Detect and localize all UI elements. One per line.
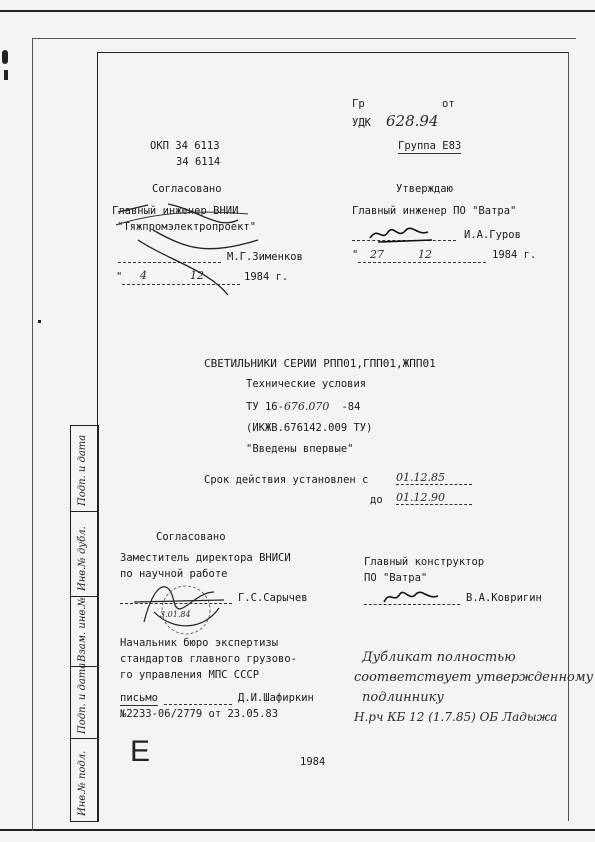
top-border-line xyxy=(0,10,595,12)
approved-year: 1984 г. xyxy=(492,249,537,261)
side-cell-sign-date-2: Подп. и дата xyxy=(77,662,88,734)
udk-value: 628.94 xyxy=(386,112,439,130)
letter-name: Д.И.Шафиркин xyxy=(238,692,314,704)
okp-code: ОКП 34 6113 xyxy=(150,140,220,152)
until-label: до xyxy=(370,494,383,506)
agreed-left-position: Главный инженер ВНИИ xyxy=(112,205,239,217)
agreed-bottom-date: 3.01.84 xyxy=(160,610,191,619)
letter-line xyxy=(164,704,232,705)
document-subtitle: Технические условия xyxy=(246,378,367,390)
approved-name: И.А.Гуров xyxy=(464,229,521,241)
date-line xyxy=(358,262,486,263)
scan-mark xyxy=(4,70,8,80)
designer-org: ПО "Ватра" xyxy=(364,572,428,584)
duplicate-note-3: подлиннику xyxy=(362,690,444,705)
agreed-left-name: М.Г.Зименков xyxy=(227,251,303,263)
duplicate-note-2: соответствует утвержденному xyxy=(354,670,594,685)
agreed-bottom-title: Согласовано xyxy=(156,531,226,543)
group-from: от xyxy=(442,98,455,110)
agreed-bottom-position-3: Начальник бюро экспертизы xyxy=(120,637,279,649)
validity-from: 01.12.85 xyxy=(396,471,472,485)
designer-position: Главный конструктор xyxy=(364,556,485,568)
tu-suffix: -84 xyxy=(341,401,361,413)
agreed-left-title: Согласовано xyxy=(152,183,222,195)
tu-number-hand: 676.070 xyxy=(283,400,330,413)
side-cell-sign-date: Подп. и дата xyxy=(77,434,88,506)
document-letter: Е xyxy=(130,735,151,768)
agreed-left-month: 12 xyxy=(190,269,204,282)
side-cell-dup-inv: Инв.№ дубл. xyxy=(77,526,88,591)
tu-prefix: ТУ 16- xyxy=(246,401,284,413)
scan-mark xyxy=(38,320,41,323)
agreed-bottom-position-2: по научной работе xyxy=(120,568,228,580)
signature-stamp-left xyxy=(108,200,268,300)
letter-reference: №2233-06/2779 от 23.05.83 xyxy=(120,708,279,720)
duplicate-note-4: Н.рч КБ 12 (1.7.85) ОБ Ладыжа xyxy=(354,710,558,724)
validity-to: 01.12.90 xyxy=(396,491,472,505)
signature-right xyxy=(368,222,438,246)
agreed-left-org: "Тяжпромэлектропроект" xyxy=(117,221,257,233)
introduced-note: "Введены впервые" xyxy=(246,443,354,455)
designer-name: В.А.Ковригин xyxy=(466,592,542,604)
approved-title: Утверждаю xyxy=(396,183,453,195)
agreed-bottom-name: Г.С.Сарычев xyxy=(238,592,308,604)
designer-signature xyxy=(382,588,442,608)
agreed-left-day: 4 xyxy=(140,269,147,282)
side-cell-orig-inv: Инв.№ подл. xyxy=(77,750,88,816)
document-code: (ИКЖВ.676142.009 ТУ) xyxy=(246,422,373,434)
document-frame xyxy=(97,52,569,821)
approved-day: 27 xyxy=(370,248,384,261)
okp-code-2: 34 6114 xyxy=(176,156,221,168)
group-label: Гр xyxy=(352,98,365,110)
scan-mark xyxy=(2,50,8,64)
group-code: Группа Е83 xyxy=(398,140,462,152)
agreed-bottom-position-4: стандартов главного грузово- xyxy=(120,653,298,665)
side-cell-repl-inv: Взам. инв.№ xyxy=(77,597,88,662)
agreed-bottom-position-5: го управления МПС СССР xyxy=(120,669,260,681)
side-stamp-column xyxy=(70,425,99,822)
duplicate-note-1: Дубликат полностью xyxy=(362,650,516,665)
approved-position: Главный инженер ПО "Ватра" xyxy=(352,205,517,217)
agreed-left-year: 1984 г. xyxy=(244,271,289,283)
tu-number xyxy=(246,400,360,414)
approved-month: 12 xyxy=(418,248,432,261)
validity-label: Срок действия установлен с xyxy=(204,474,369,486)
side-divider xyxy=(71,738,98,739)
letter-label: письмо xyxy=(120,692,158,704)
signature-stamp-bottom xyxy=(124,572,234,636)
approved-date-quote: " xyxy=(352,249,359,261)
side-divider xyxy=(71,511,98,512)
agreed-left-date-quote: " xyxy=(116,271,123,283)
footer-year: 1984 xyxy=(300,756,326,768)
document-title: СВЕТИЛЬНИКИ СЕРИИ РПП01,ГПП01,ЖПП01 xyxy=(204,357,436,370)
agreed-bottom-position: Заместитель директора ВНИСИ xyxy=(120,552,291,564)
udk-label: УДК xyxy=(352,117,371,129)
